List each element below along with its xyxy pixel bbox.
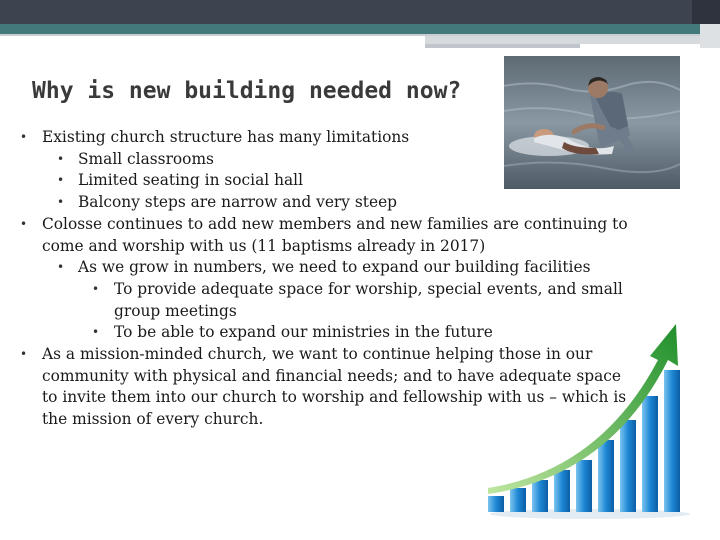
accent-stripe [0, 24, 720, 34]
divider-line [425, 36, 705, 44]
divider-line [700, 24, 720, 48]
bullet-item: • Colosse continues to add new members and new families are continuing to come and worship with us (11 baptisms already in 2017) [20, 214, 660, 257]
slide-title: Why is new building needed now? [32, 78, 462, 104]
bullet-item: • As a mission-minded church, we want to continue helping those in our community with physical and financial needs; and to have adequate space to invite them into our church to worship and fellowship with us – which is the mission of every church. [20, 344, 632, 431]
divider-line [425, 44, 580, 48]
top-bar-corner [692, 0, 720, 24]
bullet-item: • Limited seating in social hall [20, 170, 660, 192]
bullet-item: • Existing church structure has many limitations [20, 127, 660, 149]
bullet-item: • To provide adequate space for worship, special events, and small group meetings [20, 279, 660, 322]
bullet-item: • Balcony steps are narrow and very steep [20, 192, 660, 214]
bullet-item: • Small classrooms [20, 149, 660, 171]
bullet-item: • To be able to expand our ministries in the future [20, 322, 660, 344]
bullet-list [20, 127, 660, 431]
top-bar [0, 0, 720, 24]
bullet-item: • As we grow in numbers, we need to expand our building facilities [20, 257, 660, 279]
